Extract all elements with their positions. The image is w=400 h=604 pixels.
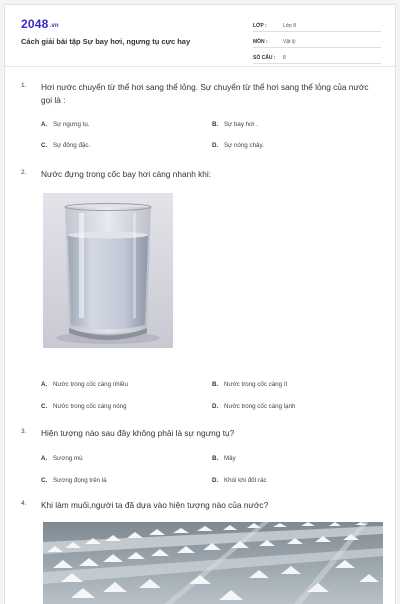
question-number: 4.	[21, 500, 27, 507]
option-c[interactable]: C. Nước trong cốc càng nóng	[41, 403, 127, 410]
meta-info	[253, 18, 381, 66]
option-c[interactable]: C. Sự đông đặc.	[41, 142, 91, 149]
question-text: Hiện tượng nào sau đây không phải là sự ngưng tụ?	[41, 428, 235, 438]
meta-row-subject	[253, 34, 381, 48]
option-c[interactable]: C. Sương đọng trên lá	[41, 477, 107, 484]
salt-field-image	[43, 522, 383, 604]
meta-value: Vật lý	[283, 39, 296, 45]
option-d[interactable]: D. Nước trong cốc càng lạnh	[212, 403, 296, 410]
water-glass-image	[43, 193, 173, 348]
worksheet-page	[4, 4, 396, 604]
option-a[interactable]: A. Sương mù	[41, 455, 83, 462]
site-logo[interactable]: 2048.vn	[21, 17, 59, 31]
question-number: 2.	[21, 169, 27, 176]
question-number: 1.	[21, 82, 27, 89]
option-b[interactable]: B. Mây	[212, 455, 236, 462]
meta-row-count	[253, 50, 381, 64]
question-text: Khi làm muối,người ta đã dựa vào hiện tượng nào của nước?	[41, 500, 269, 510]
meta-key: MÔN :	[253, 39, 268, 45]
option-a[interactable]: A. Sự ngưng tụ.	[41, 121, 90, 128]
worksheet-header	[5, 5, 395, 67]
meta-row-grade	[253, 18, 381, 32]
question-number: 3.	[21, 428, 27, 435]
option-a[interactable]: A. Nước trong cốc càng nhiều	[41, 381, 128, 388]
option-d[interactable]: D. Sự nóng chảy.	[212, 142, 264, 149]
meta-key: LỚP :	[253, 23, 267, 29]
meta-key: SỐ CÂU :	[253, 55, 276, 61]
meta-value: Lớp 8	[283, 23, 297, 29]
meta-value: 8	[283, 55, 286, 61]
question-text: Nước đựng trong cốc bay hơi càng nhanh khi:	[41, 169, 212, 179]
question-text: Hơi nước chuyển từ thể hơi sang thể lỏng. Sự chuyển từ thể hơi sang thể lỏng của nước gọi là :	[41, 82, 369, 105]
option-b[interactable]: B. Nước trong cốc càng ít	[212, 381, 288, 388]
document-title: Cách giải bài tập Sự bay hơi, ngưng tụ cực hay	[21, 37, 191, 46]
option-b[interactable]: B. Sự bay hơi .	[212, 121, 258, 128]
option-d[interactable]: D. Khói khi đốt rác	[212, 477, 267, 484]
